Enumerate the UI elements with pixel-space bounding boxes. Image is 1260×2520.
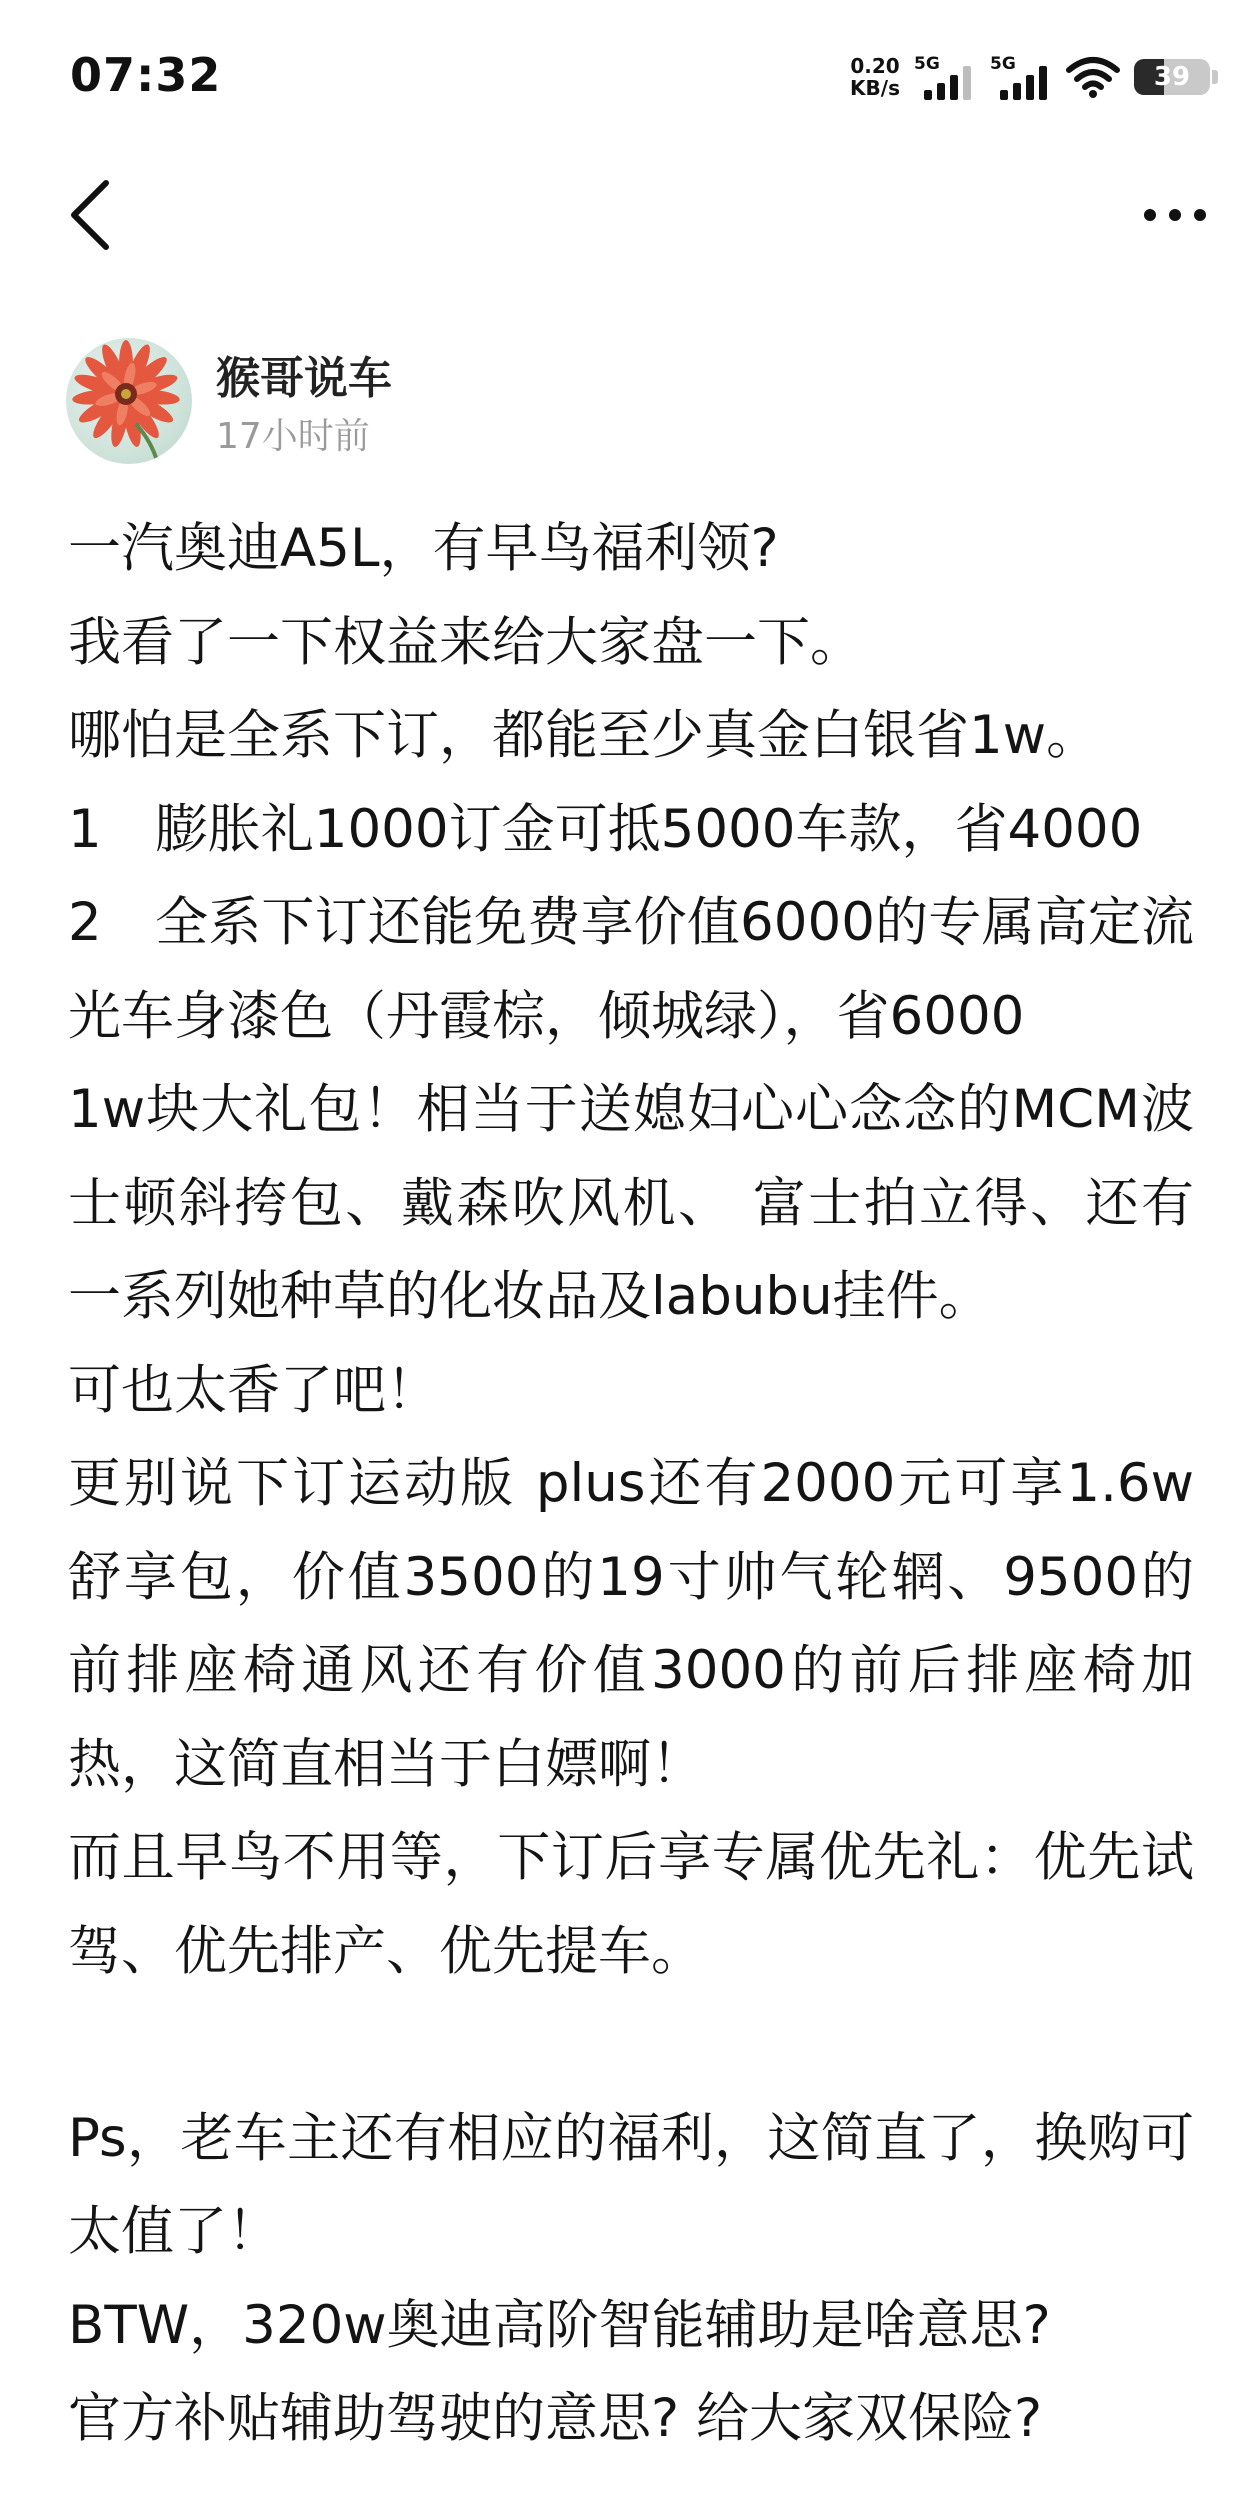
- status-indicators: [850, 52, 1220, 102]
- battery-level: 39: [1153, 62, 1191, 92]
- post-body: [68, 502, 1194, 2466]
- post-blank-line: [68, 1998, 1194, 2092]
- post-line: 2 全系下订还能免费享价值6000的专属高定流光车身漆色（丹霞棕，倾城绿），省6000: [68, 892, 1194, 1047]
- sim1-signal-icon: [914, 54, 976, 100]
- more-button[interactable]: [1130, 170, 1220, 260]
- post-line: 1w块大礼包！相当于送媳妇心心念念的MCM波士顿斜挎包、戴森吹风机、 富士拍立得、还有一系列她种草的化妆品及labubu挂件。: [68, 1079, 1194, 1327]
- network-speed-unit: KB/s: [850, 76, 900, 100]
- nav-bar: [0, 150, 1260, 270]
- back-button[interactable]: [50, 170, 130, 260]
- wifi-icon: [1066, 56, 1120, 98]
- post-line: 我看了一下权益来给大家盘一下。: [68, 611, 863, 673]
- sim1-label: 5G: [914, 54, 940, 74]
- network-speed: [850, 55, 900, 99]
- post-line: 可也太香了吧！: [68, 1359, 439, 1421]
- post-line: 哪怕是全系下订，都能至少真金白银省1w。: [68, 705, 1100, 766]
- network-speed-value: 0.20: [850, 54, 900, 78]
- avatar[interactable]: [66, 338, 192, 464]
- post-line: 官方补贴辅助驾驶的意思? 给大家双保险?: [68, 2388, 1043, 2449]
- sim2-signal-icon: [990, 54, 1052, 100]
- more-horizontal-icon: [1143, 208, 1207, 222]
- author-name[interactable]: 猴哥说车: [216, 353, 392, 404]
- chevron-left-icon: [68, 179, 112, 251]
- status-bar: [0, 0, 1260, 150]
- post-line: Ps，老车主还有相应的福利，这简直了，换购可太值了！: [68, 2107, 1194, 2262]
- battery-icon: [1134, 55, 1220, 99]
- status-time: 07:32: [70, 48, 222, 102]
- post-line: 更别说下订运动版 plus还有2000元可享1.6w舒享包，价值3500的19寸帅气轮辋、9500的前排座椅通风还有价值3000的前后排座椅加热，这简直相当于白嫖啊！: [68, 1453, 1194, 1795]
- post-time: 17小时前: [216, 416, 370, 457]
- sim2-label: 5G: [990, 54, 1016, 74]
- author-header: [66, 338, 1166, 468]
- post-line: 一汽奥迪A5L，有早鸟福利领?: [68, 518, 779, 579]
- post-line: 1 膨胀礼1000订金可抵5000车款，省4000: [68, 798, 1143, 860]
- post-line: BTW，320w奥迪高阶智能辅助是啥意思?: [68, 2294, 1051, 2356]
- flower-avatar-icon: [66, 338, 192, 464]
- post-line: 而且早鸟不用等，下订后享专属优先礼：优先试驾、优先排产、优先提车。: [68, 1827, 1194, 1982]
